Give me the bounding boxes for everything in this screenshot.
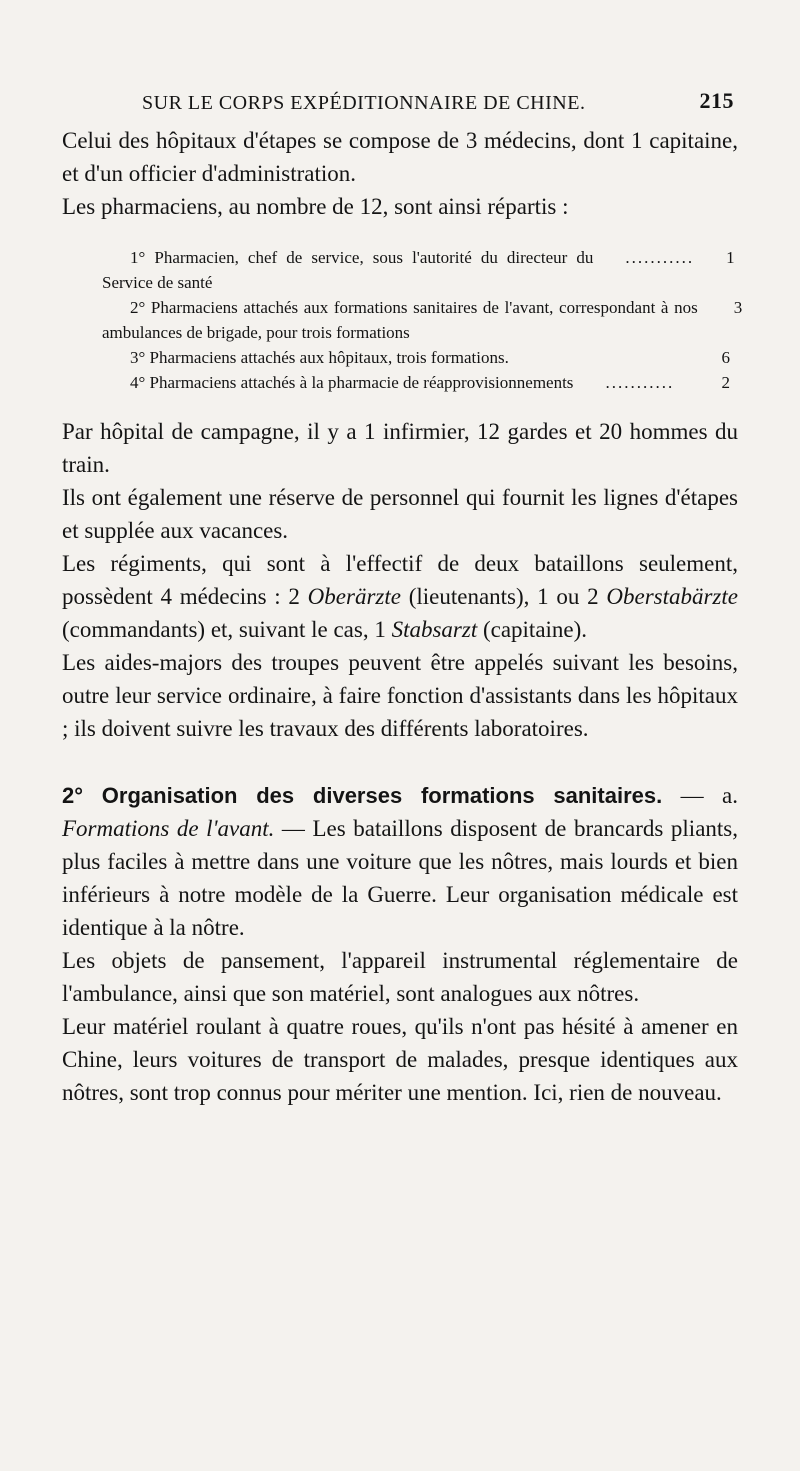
paragraph-materiel: Leur matériel roulant à quatre roues, qu'ils n'ont pas hésité à amener en Chine, leurs voitures de transport de malades, presque identiques aux nôtres, sont trop connus pour mériter une mention. Ici, rien de nouveau. bbox=[62, 1014, 738, 1105]
list-item: 4° Pharmaciens attachés à la pharmacie de réapprovisionnements ........... 2 bbox=[102, 370, 730, 395]
list-count: 1 bbox=[726, 248, 735, 267]
running-header bbox=[62, 88, 738, 124]
page-number: 215 bbox=[699, 88, 734, 113]
main-text-continued bbox=[62, 415, 738, 1109]
paragraph-hopital-campagne: Par hôpital de campagne, il y a 1 infirmier, 12 gardes et 20 hommes du train. bbox=[62, 419, 738, 477]
list-item: 3° Pharmaciens attachés aux hôpitaux, trois formations. 6 bbox=[102, 345, 730, 370]
list-item: 1° Pharmacien, chef de service, sous l'autorité du directeur du Service de santé ........... 1 bbox=[102, 245, 730, 295]
list-item: 2° Pharmaciens attachés aux formations sanitaires de l'avant, correspondant à nos ambulances de brigade, pour trois formations 3 bbox=[102, 295, 730, 345]
book-page bbox=[62, 88, 743, 1109]
paragraph-reserve: Ils ont également une réserve de personnel qui fournit les lignes d'étapes et supplée aux vacances. bbox=[62, 485, 738, 543]
list-count: 3 bbox=[733, 298, 743, 317]
section-organisation: 2° Organisation des diverses formations sanitaires. — a. Formations de l'avant. — Les bataillons disposent de brancards pliants, plus faciles à mettre dans une voiture que les nôtres, mais lourds et bien inférieurs à notre modèle de la Guerre. Leur organisation médicale est identique à la nôtre. bbox=[62, 783, 738, 940]
list-count: 2 bbox=[721, 373, 730, 392]
paragraph-regiments: Les régiments, qui sont à l'effectif de deux bataillons seulement, possèdent 4 médecins : 2 Oberärzte (lieutenants), 1 ou 2 Oberstabärzte (commandants) et, suivant le cas, 1 Stabsarzt (capitaine). bbox=[62, 551, 738, 642]
pharmacist-list bbox=[102, 245, 743, 395]
section-heading: 2° Organisation des diverses formations sanitaires. bbox=[62, 783, 663, 808]
paragraph-aides-majors: Les aides-majors des troupes peuvent être appelés suivant les besoins, outre leur service ordinaire, à faire fonction d'assistants dans les hôpitaux ; ils doivent suivre les travaux des différents laboratoires. bbox=[62, 650, 738, 741]
paragraph-pharmaciens: Les pharmaciens, au nombre de 12, sont ainsi répartis : bbox=[62, 194, 569, 219]
list-count: 6 bbox=[721, 348, 730, 367]
subsection-title: Formations de l'avant. bbox=[62, 816, 275, 841]
running-title: SUR LE CORPS EXPÉDITIONNAIRE DE CHINE. bbox=[142, 92, 586, 114]
paragraph-pansement: Les objets de pansement, l'appareil instrumental réglementaire de l'ambulance, ainsi que son matériel, sont analogues aux nôtres. bbox=[62, 948, 738, 1006]
main-text bbox=[62, 124, 738, 223]
paragraph-etapes: Celui des hôpitaux d'étapes se compose de 3 médecins, dont 1 capitaine, et d'un officier d'administration. bbox=[62, 128, 738, 186]
